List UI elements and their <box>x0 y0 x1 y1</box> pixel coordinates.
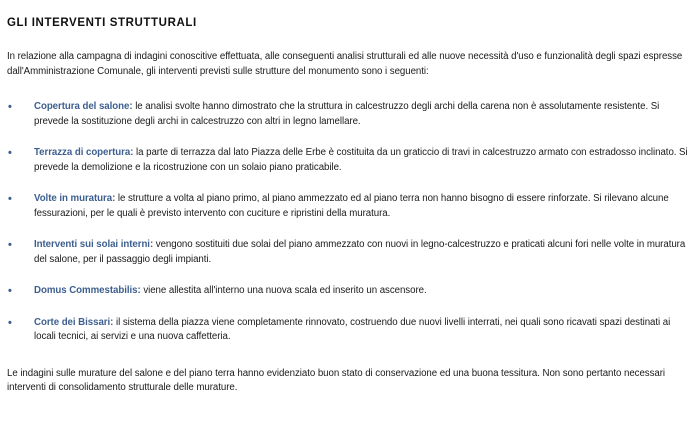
bullet-icon: • <box>8 147 12 159</box>
page-title: GLI INTERVENTI STRUTTURALI <box>7 17 197 29</box>
item-text: le strutture a volta al piano primo, al piano ammezzato ed al piano terra non hanno bisogno di essere rinforzate. Si rilevano alcune fessurazioni, per le quali è previsto intervento con cuciture e ripristini della muratura. <box>34 193 669 219</box>
list-item-copertura-salone <box>7 100 694 129</box>
bullet-icon: • <box>8 239 12 251</box>
item-term: Volte in muratura: <box>34 193 116 204</box>
intro-paragraph: In relazione alla campagna di indagini conoscitive effettuata, alle conseguenti analisi strutturali ed alle nuove necessità d'uso e funzionalità degli spazi espresse dall'Amministrazione Comunale, gli interventi previsti sulle strutture del monumento sono i seguenti: <box>7 51 683 77</box>
item-text: il sistema della piazza viene completamente rinnovato, costruendo due nuovi livelli interrati, nei quali sono ricavati spazi destinati ai locali tecnici, ai servizi e una nuova caffetteria. <box>34 316 671 342</box>
list-item-terrazza-copertura <box>7 146 694 175</box>
bullet-icon: • <box>8 193 12 205</box>
item-term: Corte dei Bissari: <box>34 316 114 328</box>
list-item-domus-commestabilis <box>7 284 694 299</box>
list-item-corte-bissari <box>7 316 694 345</box>
bullet-icon: • <box>8 101 12 113</box>
bullet-icon: • <box>8 316 12 329</box>
list-item-volte-muratura <box>7 192 694 221</box>
interventions-list <box>7 100 694 345</box>
item-term: Copertura del salone: <box>34 101 133 112</box>
closing-paragraph: Le indagini sulle murature del salone e del piano terra hanno evidenziato buon stato di conservazione ed una buona tessitura. Non sono pertanto necessari interventi di consolidamento strutturale delle murature. <box>7 367 666 393</box>
bullet-icon: • <box>8 285 12 297</box>
item-text: viene allestita all'interno una nuova scala ed inserito un ascensore. <box>140 285 427 296</box>
list-item-solai-interni <box>7 238 694 267</box>
item-text: le analisi svolte hanno dimostrato che la struttura in calcestruzzo degli archi della carena non è assolutamente resistente. Si prevede la sostituzione degli archi in calcestruzzo con altri in legno lamellare. <box>34 101 660 127</box>
item-term: Domus Commestabilis: <box>34 285 141 296</box>
item-text: la parte di terrazza dal lato Piazza delle Erbe è costituita da un graticcio di travi in calcestruzzo armato con estradosso inclinato. Si prevede la demolizione e la ricostruzione con un solaio piano praticabile. <box>34 147 688 173</box>
item-term: Terrazza di copertura: <box>34 147 134 158</box>
item-term: Interventi sui solai interni: <box>34 239 154 250</box>
item-text: vengono sostituiti due solai del piano ammezzato con nuovi in legno-calcestruzzo e praticati alcuni fori nelle volte in muratura del salone, per il passaggio degli impianti. <box>34 239 686 265</box>
